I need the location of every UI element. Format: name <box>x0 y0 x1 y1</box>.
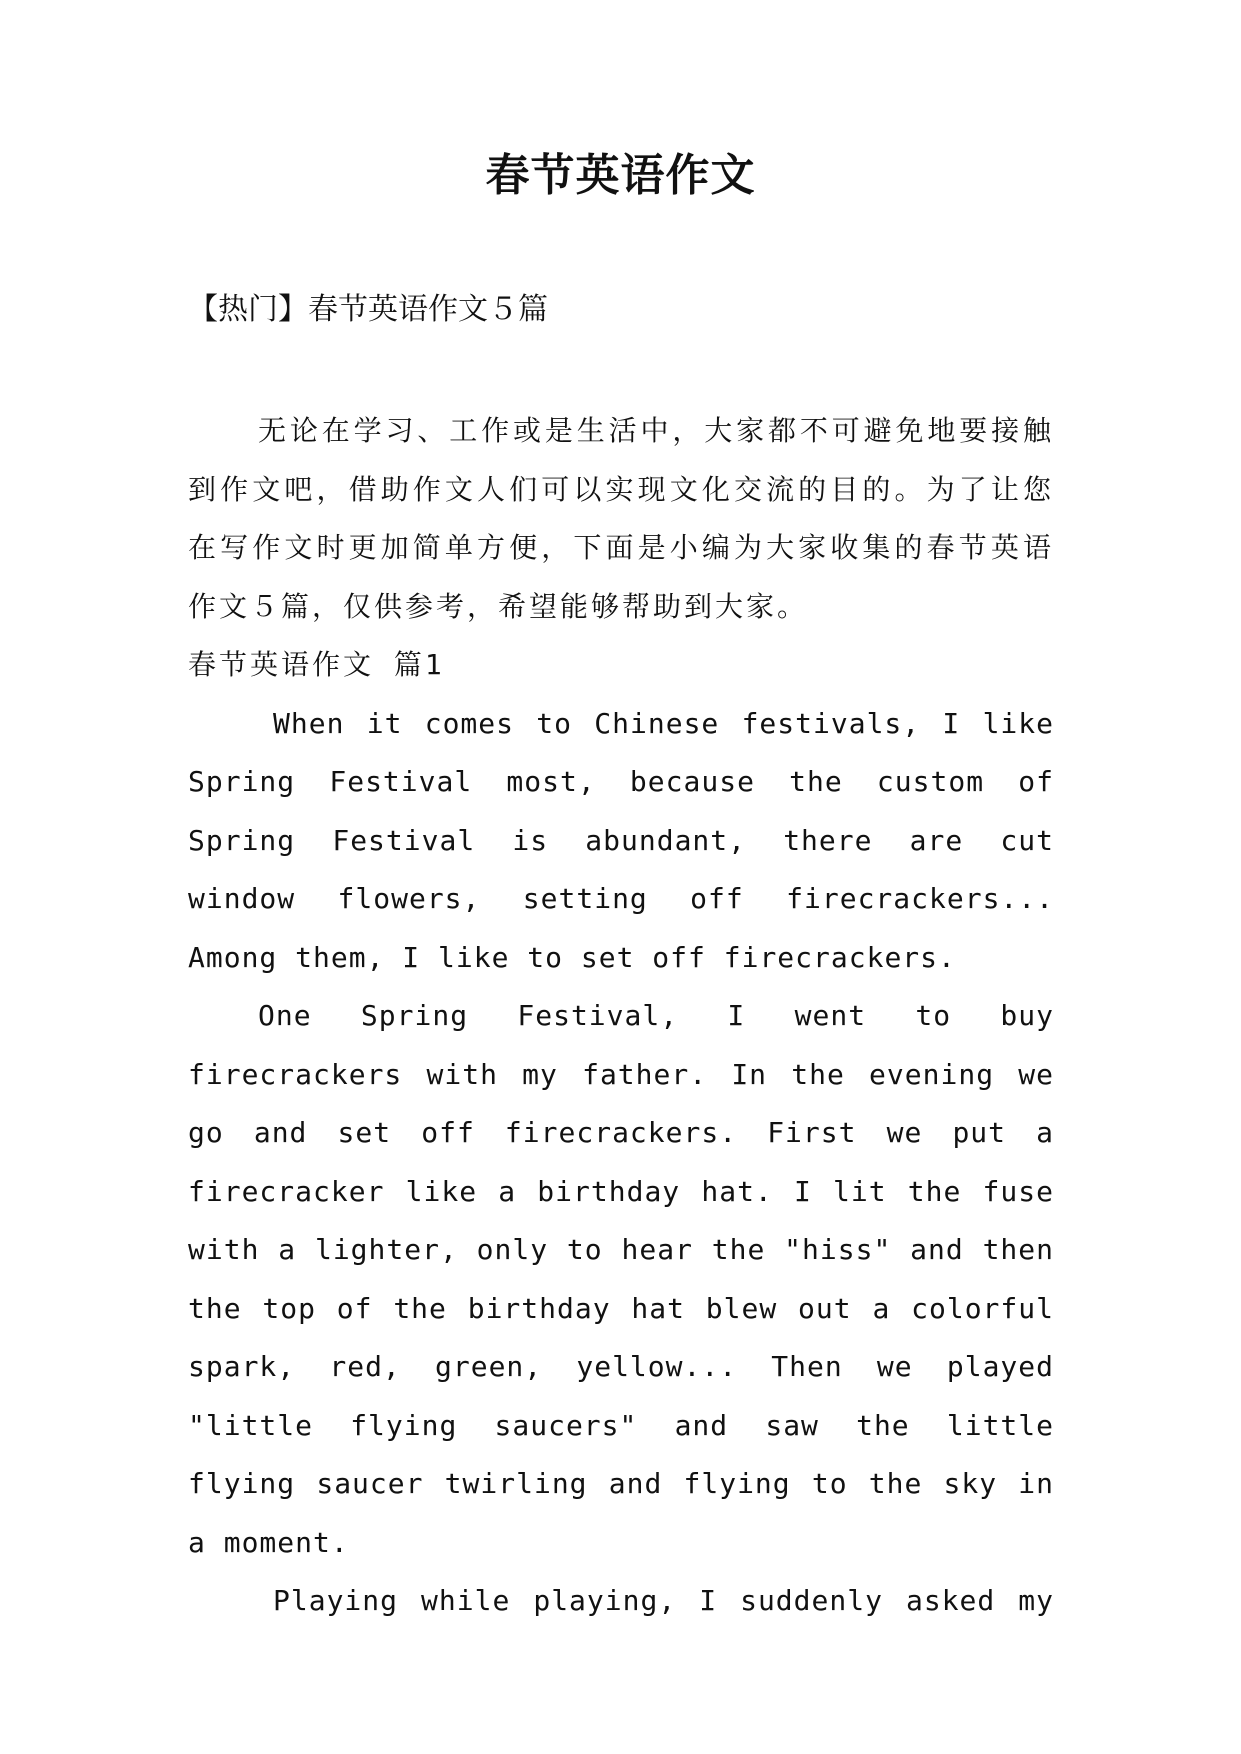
document-title: 春节英语作文 <box>485 150 756 201</box>
section-heading: 春节英语作文 篇1 <box>188 648 445 681</box>
intro-paragraph: 无论在学习、工作或是生活中，大家都不可避免地要接触到作文吧，借助作文人们可以实现文化交流的目的。为了让您在写作文时更加简单方便，下面是小编为大家收集的春节英语作文５篇，仅供参考，希望能够帮助到大家。 <box>188 414 1054 623</box>
body-paragraph-1: When it comes to Chinese festivals, I like Spring Festival most, because the custom of Spring Festival is abundant, there are cut window flowers, setting off firecrackers... Among them, I like to set off firecrackers. <box>188 706 1054 974</box>
document-subtitle: 【热门】春节英语作文５篇 <box>188 292 548 327</box>
body-paragraph-2: One Spring Festival, I went to buy firecrackers with my father. In the evening we go and set off firecrackers. First we put a firecracker like a birthday hat. I lit the fuse with a lighter, only to hear the "hiss" and then the top of the birthday hat blew out a colorful spark, red, green, yellow... Then we played "little flying saucers" and saw the little flying saucer twirling and flying to the sky in a moment. <box>188 999 1054 1559</box>
body-paragraph-3: Playing while playing, I suddenly asked my <box>273 1584 1054 1617</box>
document-body <box>188 402 1054 1631</box>
